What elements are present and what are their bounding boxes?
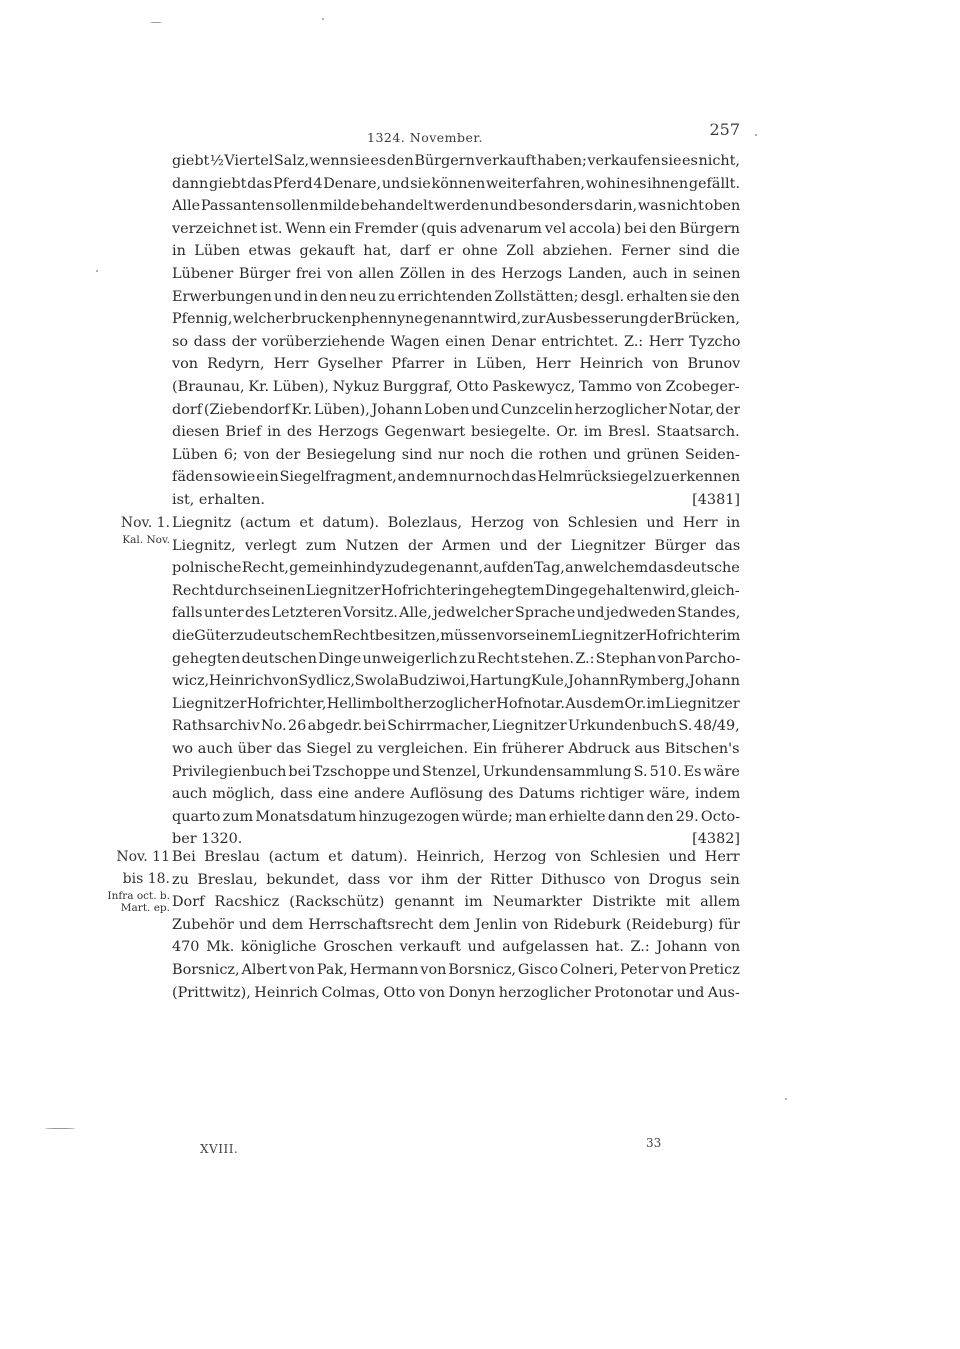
entry-nov-11 — [172, 846, 740, 1004]
entry-reference-number: [4381] — [692, 491, 740, 508]
text-line: dorf (Ziebendorf Kr. Lüben), Johann Loben und Cunzcelin herzoglicher Notar, der — [172, 401, 740, 418]
entry-4382 — [172, 512, 740, 851]
margin-note: Mart. ep. — [120, 902, 170, 914]
text-line: Liegnitzer Hofrichter, Hellimbolt herzoglicher Hofnotar. Aus dem Or. im Liegnitzer — [172, 695, 740, 712]
margin-date: Nov. 11 bis 18. — [116, 849, 170, 887]
text-line: Lübener Bürger frei von allen Zöllen in des Herzogs Landen, auch in seinen — [172, 265, 740, 282]
sheet-signature: XVIII. — [200, 1142, 239, 1156]
text-line: wo auch über das Siegel zu vergleichen. Ein früherer Abdruck aus Bitschen's — [172, 740, 740, 757]
text-line: auch möglich, dass eine andere Auflösung des Datums richtiger wäre, indem — [172, 786, 740, 803]
page-header — [172, 120, 740, 150]
entry-reference-number: [4382] — [692, 831, 740, 848]
scan-speck — [45, 1128, 75, 1129]
running-head: 1324. November. — [367, 130, 484, 145]
text-line: so dass der vorüberziehende Wagen einen Denar entrichtet. Z.: Herr Tyzcho — [172, 333, 740, 350]
margin-date-nov-1 — [100, 512, 170, 546]
page-number: 257 — [709, 120, 740, 139]
text-line: Lüben 6; von der Besiegelung sind nur noch die rothen und grünen Seiden- — [172, 446, 740, 463]
text-line: 470 Mk. königliche Groschen verkauft und aufgelassen hat. Z.: Johann von — [172, 939, 740, 956]
text-line: verzeichnet ist. Wenn ein Fremder (quis advenarum vel accola) bei den Bürgern — [172, 220, 740, 237]
text-line: Zubehör und dem Herrschaftsrecht dem Jenlin von Rideburk (Reideburg) für — [172, 916, 740, 933]
text-line: Liegnitz (actum et datum). Bolezlaus, Herzog von Schlesien und Herr in — [172, 515, 740, 531]
text-line: Bei Breslau (actum et datum). Heinrich, Herzog von Schlesien und Herr — [172, 849, 740, 865]
text-line: giebt ½ Viertel Salz, wenn sie es den Bürgern verkauft haben; verkaufen sie es nicht, — [172, 153, 740, 169]
text-line: ist, erhalten. — [172, 491, 265, 508]
scan-speck — [150, 22, 162, 23]
scan-speck — [96, 270, 98, 272]
text-line: von Redyrn, Herr Gyselher Pfarrer in Lüben, Herr Heinrich von Brunov — [172, 356, 740, 373]
margin-date: Nov. 1. — [120, 515, 170, 531]
text-line: Pfennig, welcher bruckenphennyne genannt wird, zur Ausbesserung der Brücken, — [172, 311, 740, 328]
text-line: Rathsarchiv No. 26 abgedr. bei Schirrmacher, Liegnitzer Urkundenbuch S. 48/49, — [172, 718, 740, 735]
text-line: fäden sowie ein Siegelfragment, an dem nur noch das Helmrücksiegel zu erkennen — [172, 469, 740, 486]
text-line: falls unter des Letzteren Vorsitz. Alle, jedwelcher Sprache und jedweden Standes, — [172, 605, 740, 622]
text-line: ber 1320. — [172, 831, 243, 848]
text-line: (Prittwitz), Heinrich Colmas, Otto von Donyn herzoglicher Protonotar und Aus- — [172, 984, 740, 1001]
text-line: Erwerbungen und in den neu zu errichtenden Zollstätten; desgl. erhalten sie den — [172, 288, 740, 305]
text-line: diesen Brief in des Herzogs Gegenwart besiegelte. Or. im Bresl. Staatsarch. — [172, 424, 740, 441]
margin-date-nov-11 — [100, 846, 170, 914]
text-line: in Lüben etwas gekauft hat, darf er ohne Zoll abziehen. Ferner sind die — [172, 243, 740, 260]
scan-speck — [755, 134, 757, 136]
scan-speck — [785, 1098, 787, 1100]
scan-speck — [322, 18, 324, 20]
text-line: (Braunau, Kr. Lüben), Nykuz Burggraf, Otto Paskewycz, Tammo von Zcobeger- — [172, 378, 740, 395]
text-line: Dorf Racshicz (Rackschütz) genannt im Neumarkter Distrikte mit allem — [172, 894, 740, 911]
text-line: dann giebt das Pferd 4 Denare, und sie können weiterfahren, wohin es ihnen gefällt. — [172, 175, 740, 192]
text-line: gehegten deutschen Dinge unweigerlich zu Recht stehen. Z.: Stephan von Parcho- — [172, 650, 740, 667]
text-line: Liegnitz, verlegt zum Nutzen der Armen und der Liegnitzer Bürger das — [172, 537, 740, 554]
text-line: zu Breslau, bekundet, dass vor ihm der Ritter Dithusco von Drogus sein — [172, 871, 740, 888]
margin-note: Infra oct. b. — [107, 890, 170, 902]
text-line: wicz, Heinrich von Sydlicz, Swola Budziwoi, Hartung Kule, Johann Rymberg, Johann — [172, 673, 740, 690]
continuation-text — [172, 150, 740, 512]
text-line: Alle Passanten sollen milde behandelt werden und besonders darin, was nicht oben — [172, 198, 740, 215]
text-line-last — [172, 489, 740, 512]
text-line: die Güter zu deutschem Recht besitzen, müssen vor seinem Liegnitzer Hofrichter im — [172, 627, 740, 644]
text-line: Privilegienbuch bei Tzschoppe und Stenzel, Urkundensammlung S. 510. Es wäre — [172, 763, 740, 780]
text-line: polnische Recht, gemeinhin dy zude genannt, auf den Tag, an welchem das deutsche — [172, 560, 740, 577]
text-line: quarto zum Monatsdatum hinzugezogen würde; man erhielte dann den 29. Octo- — [172, 808, 740, 825]
text-line: Borsnicz, Albert von Pak, Hermann von Borsnicz, Gisco Colneri, Peter von Preticz — [172, 961, 740, 978]
margin-note: Kal. Nov. — [122, 534, 170, 546]
sheet-number: 33 — [646, 1136, 662, 1150]
text-line: Recht durch seinen Liegnitzer Hofrichter in gehegtem Dinge gehalten wird, gleich- — [172, 582, 740, 599]
